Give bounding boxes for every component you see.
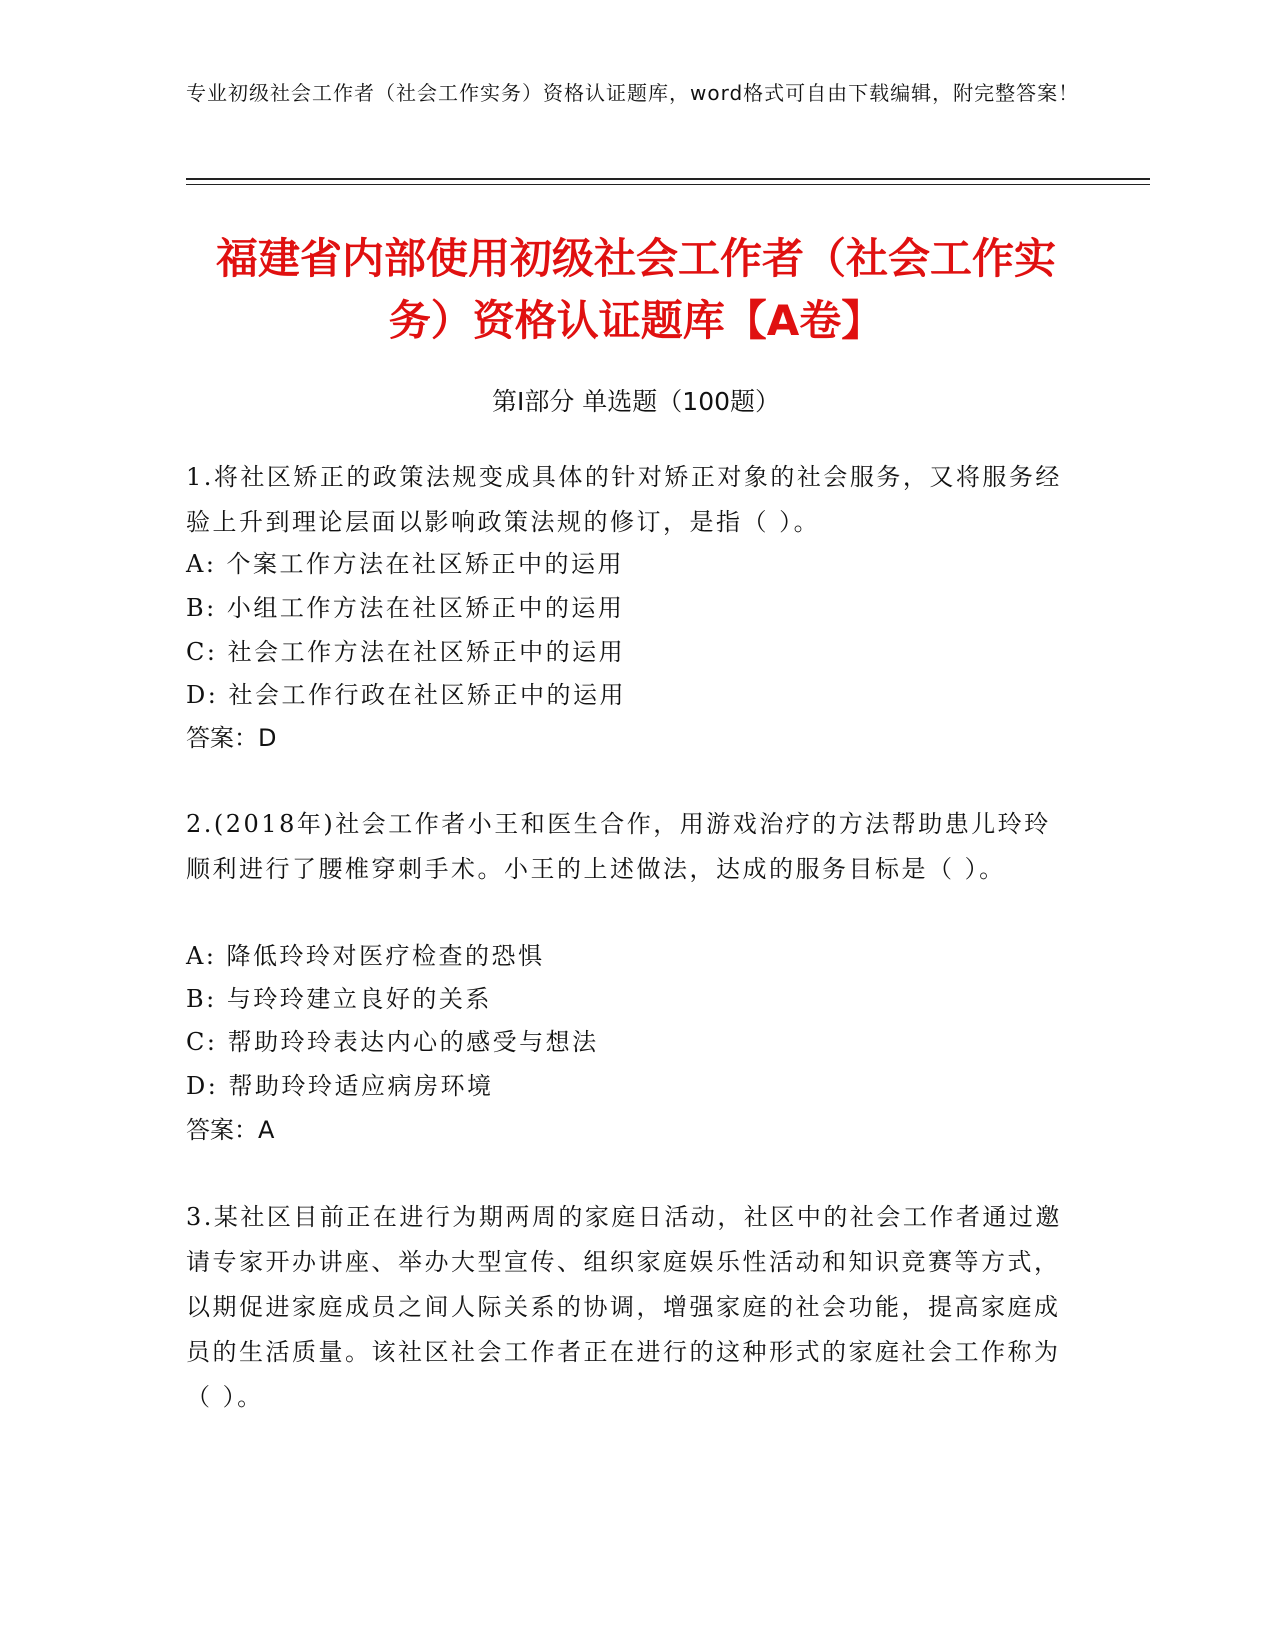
question-2-stem: 2.(2018年)社会工作者小王和医生合作，用游戏治疗的方法帮助患儿玲玲顺利进行了腰椎穿刺手术。小王的上述做法，达成的服务目标是（ ）。 (186, 810, 1051, 883)
header-rule-thin (186, 184, 1150, 185)
header-rule-thick (186, 178, 1150, 180)
question-1-option-c: C: 社会工作方法在社区矫正中的运用 (186, 638, 626, 666)
question-1-option-a: A: 个案工作方法在社区矫正中的运用 (186, 550, 625, 578)
question-1-option-d: D: 社会工作行政在社区矫正中的运用 (186, 681, 626, 709)
question-2-option-b: B: 与玲玲建立良好的关系 (186, 985, 492, 1013)
question-2-option-d: D: 帮助玲玲适应病房环境 (186, 1072, 494, 1100)
question-1-answer: 答案：D (186, 724, 277, 752)
header-note: 专业初级社会工作者（社会工作实务）资格认证题库，word格式可自由下载编辑，附完整答案！ (186, 81, 1080, 105)
question-3-stem: 3.某社区目前正在进行为期两周的家庭日活动，社区中的社会工作者通过邀请专家开办讲座、举办大型宣传、组织家庭娱乐性活动和知识竞赛等方式，以期促进家庭成员之间人际关系的协调，增强家庭的社会功能，提高家庭成员的生活质量。该社区社会工作者正在进行的这种形式的家庭社会工作称为（ ）。 (186, 1203, 1062, 1411)
question-1-option-b: B: 小组工作方法在社区矫正中的运用 (186, 594, 625, 622)
question-2-option-c: C: 帮助玲玲表达内心的感受与想法 (186, 1028, 599, 1056)
section-heading: 第I部分 单选题（100题） (491, 387, 781, 416)
question-1-stem: 1.将社区矫正的政策法规变成具体的针对矫正对象的社会服务，又将服务经验上升到理论层面以影响政策法规的修订，是指（ ）。 (186, 463, 1062, 536)
question-2-option-a: A: 降低玲玲对医疗检查的恐惧 (186, 942, 545, 970)
document-title: 福建省内部使用初级社会工作者（社会工作实务）资格认证题库【A卷】 (215, 234, 1056, 345)
question-2-answer: 答案：A (186, 1116, 275, 1144)
